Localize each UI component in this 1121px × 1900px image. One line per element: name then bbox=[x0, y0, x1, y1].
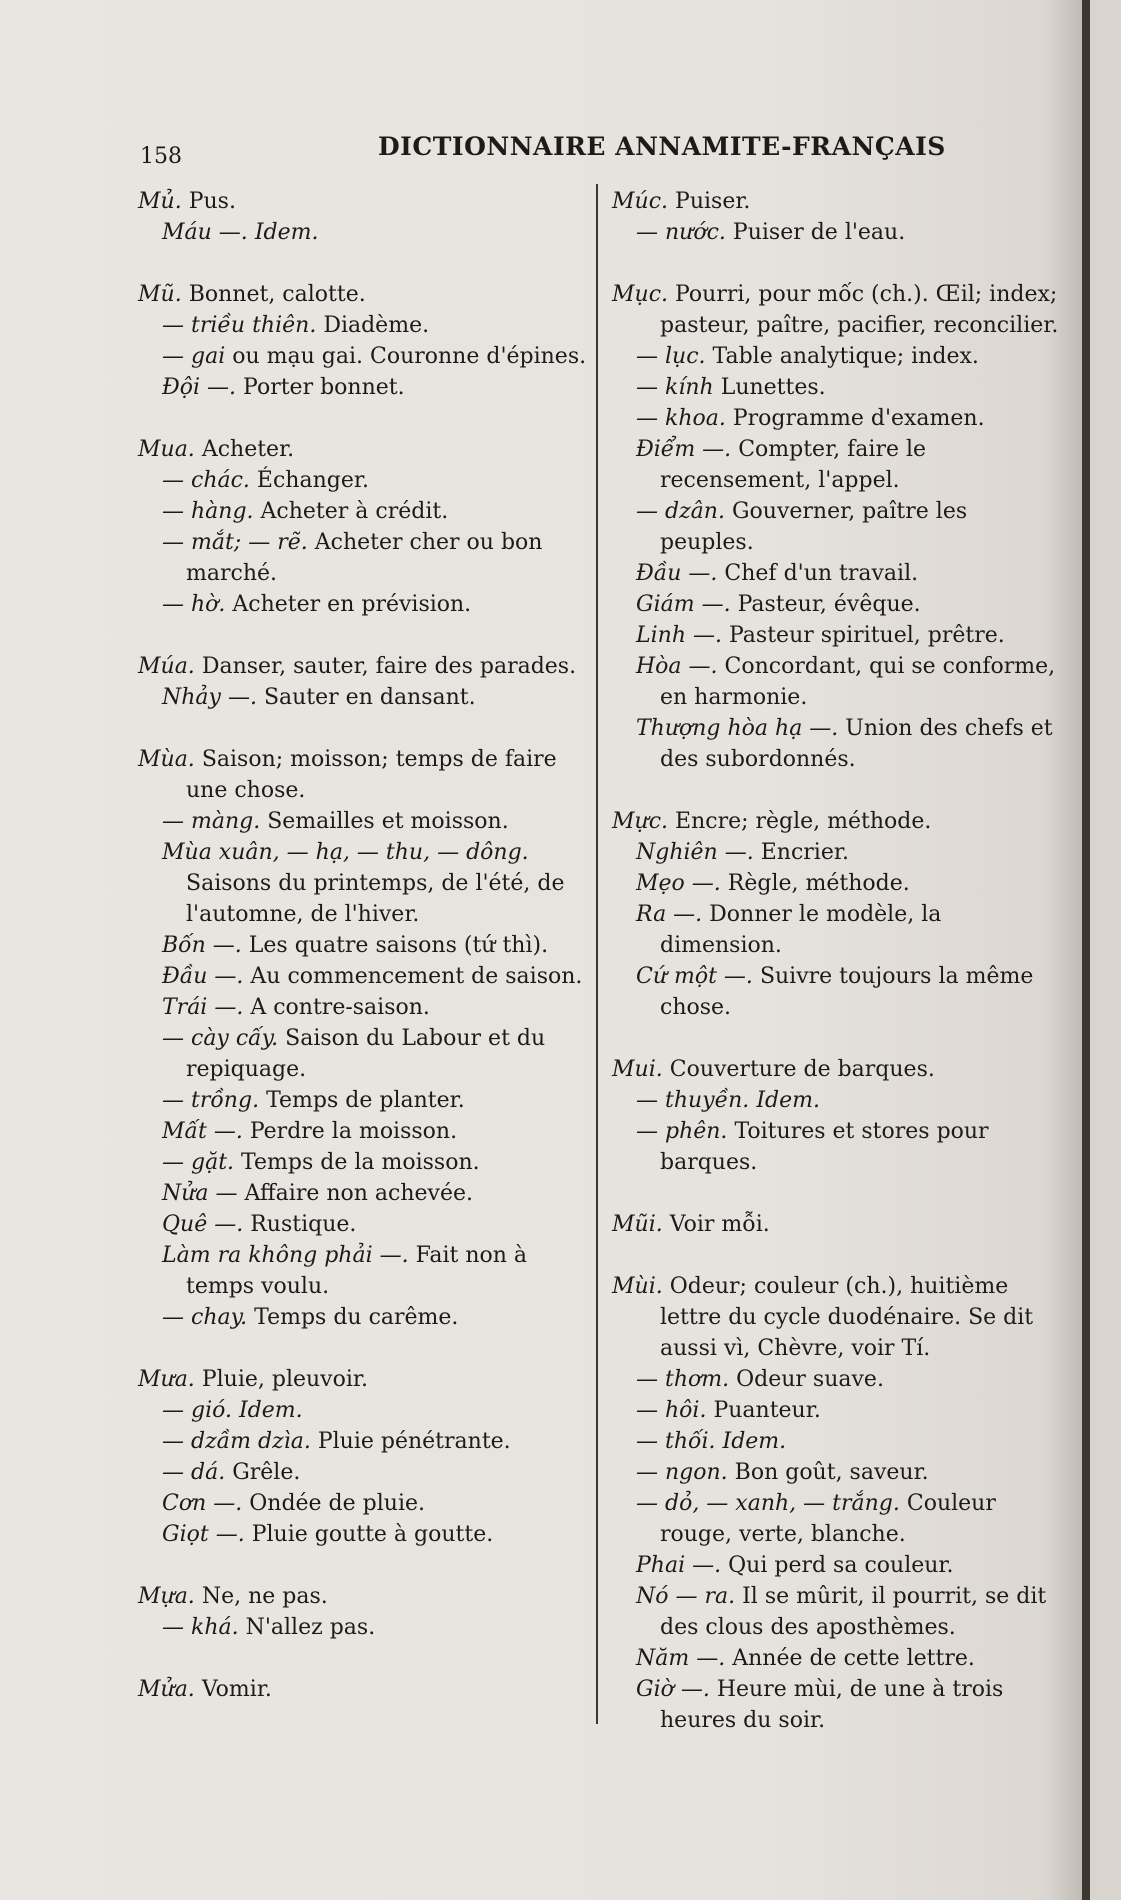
french-definition: Temps de planter. bbox=[266, 1088, 465, 1113]
entry-sense-line bbox=[612, 713, 1060, 775]
french-definition: Table analytique; index. bbox=[712, 344, 979, 369]
vietnamese-phrase: — hàng. bbox=[162, 499, 254, 524]
french-definition: Saisons du printemps, de l'été, de l'automne, de l'hiver. bbox=[186, 871, 565, 927]
vietnamese-phrase: — thuyền. bbox=[636, 1088, 750, 1113]
entry-sense-line bbox=[138, 1612, 590, 1643]
entry-sense-line bbox=[138, 1488, 590, 1519]
dictionary-entry bbox=[138, 651, 590, 713]
french-definition: ou mạu gai. Couronne d'épines. bbox=[232, 344, 587, 369]
vietnamese-phrase: — khoa. bbox=[636, 406, 726, 431]
french-definition: Affaire non achevée. bbox=[244, 1181, 474, 1206]
french-definition: Programme d'examen. bbox=[732, 406, 985, 431]
french-definition: Qui perd sa couleur. bbox=[728, 1553, 954, 1578]
entry-sense-line bbox=[138, 527, 590, 589]
vietnamese-phrase: Linh —. bbox=[636, 623, 722, 648]
vietnamese-phrase: — dzân. bbox=[636, 499, 725, 524]
vietnamese-phrase: Thượng hòa hạ —. bbox=[636, 716, 839, 741]
headword: Mủ. bbox=[138, 189, 182, 214]
french-definition: A contre-saison. bbox=[250, 995, 430, 1020]
dictionary-entry bbox=[138, 1674, 590, 1705]
entry-sense-line bbox=[138, 1209, 590, 1240]
headword: Mực. bbox=[612, 809, 669, 834]
french-definition: Pasteur, évêque. bbox=[737, 592, 921, 617]
french-definition: Acheter à crédit. bbox=[260, 499, 449, 524]
headword: Mũi. bbox=[612, 1212, 663, 1237]
entry-sense-line bbox=[612, 899, 1060, 961]
vietnamese-phrase: Nhảy —. bbox=[162, 685, 257, 710]
entry-sense-line bbox=[612, 837, 1060, 868]
french-definition: Gouverner, paître les peuples. bbox=[660, 499, 968, 555]
french-definition: N'allez pas. bbox=[245, 1615, 376, 1640]
vietnamese-phrase: Trái —. bbox=[162, 995, 244, 1020]
entry-sense-line bbox=[612, 1488, 1060, 1550]
french-definition: Donner le modèle, la dimension. bbox=[660, 902, 942, 958]
french-definition: Ne, ne pas. bbox=[201, 1584, 328, 1609]
french-definition: Échanger. bbox=[256, 468, 369, 493]
entry-sense-line bbox=[612, 1116, 1060, 1178]
french-definition: Compter, faire le recensement, l'appel. bbox=[660, 437, 927, 493]
french-definition: Puiser. bbox=[675, 189, 751, 214]
entry-headword-line bbox=[138, 744, 590, 806]
vietnamese-phrase: Đội —. bbox=[162, 375, 237, 400]
vietnamese-phrase: — ngon. bbox=[636, 1460, 728, 1485]
vietnamese-phrase: — dá. bbox=[162, 1460, 226, 1485]
entry-sense-line bbox=[612, 1395, 1060, 1426]
vietnamese-phrase: — cày cấy. bbox=[162, 1026, 279, 1051]
french-definition: Fait non à temps voulu. bbox=[186, 1243, 528, 1299]
french-definition: Odeur; couleur (ch.), huitième lettre du cycle duodénaire. Se dit aussi vì, Chèvre, voir Tí. bbox=[660, 1274, 1034, 1361]
vietnamese-phrase: Ra —. bbox=[636, 902, 703, 927]
french-definition: Encrier. bbox=[760, 840, 849, 865]
entry-headword-line bbox=[612, 279, 1060, 341]
french-definition: Temps de la moisson. bbox=[241, 1150, 480, 1175]
column-divider bbox=[596, 184, 598, 1724]
entry-sense-line bbox=[138, 1395, 590, 1426]
french-definition: Encre; règle, méthode. bbox=[675, 809, 932, 834]
vietnamese-phrase: — lục. bbox=[636, 344, 706, 369]
entry-sense-line bbox=[138, 1178, 590, 1209]
dictionary-entry bbox=[138, 744, 590, 1333]
headword: Mui. bbox=[612, 1057, 663, 1082]
vietnamese-phrase: — chác. bbox=[162, 468, 250, 493]
french-definition: Règle, méthode. bbox=[727, 871, 910, 896]
vietnamese-phrase: Giờ —. bbox=[636, 1677, 710, 1702]
vietnamese-phrase: Máu —. bbox=[162, 220, 248, 245]
headword: Múc. bbox=[612, 189, 669, 214]
entry-sense-line bbox=[612, 1085, 1060, 1116]
vietnamese-phrase: Năm —. bbox=[636, 1646, 726, 1671]
french-definition: Rustique. bbox=[250, 1212, 357, 1237]
french-definition: Saison; moisson; temps de faire une chose. bbox=[186, 747, 557, 803]
french-definition: Année de cette lettre. bbox=[732, 1646, 975, 1671]
entry-sense-line bbox=[138, 1147, 590, 1178]
entry-sense-line bbox=[612, 372, 1060, 403]
french-definition: Acheter cher ou bon marché. bbox=[186, 530, 543, 586]
dictionary-entry bbox=[612, 1054, 1060, 1178]
vietnamese-phrase: Giọt —. bbox=[162, 1522, 245, 1547]
french-definition: Porter bonnet. bbox=[243, 375, 405, 400]
vietnamese-phrase: — gặt. bbox=[162, 1150, 235, 1175]
french-definition: Bon goût, saveur. bbox=[734, 1460, 929, 1485]
vietnamese-phrase: — khá. bbox=[162, 1615, 239, 1640]
vietnamese-phrase: — chay. bbox=[162, 1305, 248, 1330]
dictionary-entry bbox=[138, 1581, 590, 1643]
entry-headword-line bbox=[138, 1674, 590, 1705]
french-definition: Saison du Labour et du repiquage. bbox=[186, 1026, 546, 1082]
entry-headword-line bbox=[612, 806, 1060, 837]
entry-sense-line bbox=[612, 496, 1060, 558]
vietnamese-phrase: Cơn —. bbox=[162, 1491, 243, 1516]
entry-sense-line bbox=[612, 1426, 1060, 1457]
vietnamese-phrase: Hòa —. bbox=[636, 654, 718, 679]
entry-headword-line bbox=[612, 1271, 1060, 1364]
french-definition: Diadème. bbox=[323, 313, 430, 338]
vietnamese-phrase: — gai bbox=[162, 344, 226, 369]
entry-sense-line bbox=[138, 341, 590, 372]
headword: Mùi. bbox=[612, 1274, 663, 1299]
facing-page-edge bbox=[1090, 0, 1121, 1900]
vietnamese-phrase: Nửa — bbox=[162, 1181, 238, 1206]
vietnamese-phrase: Giám —. bbox=[636, 592, 731, 617]
entry-sense-line bbox=[138, 589, 590, 620]
dictionary-entry bbox=[612, 279, 1060, 775]
vietnamese-phrase: — dỏ, — xanh, — trắng. bbox=[636, 1491, 900, 1516]
headword: Mũ. bbox=[138, 282, 182, 307]
vietnamese-phrase: — phên. bbox=[636, 1119, 728, 1144]
entry-sense-line bbox=[612, 651, 1060, 713]
french-definition: Acheter. bbox=[201, 437, 295, 462]
entry-sense-line bbox=[138, 930, 590, 961]
dictionary-entry bbox=[612, 806, 1060, 1023]
entry-headword-line bbox=[138, 186, 590, 217]
french-definition: Pluie goutte à goutte. bbox=[251, 1522, 494, 1547]
french-definition: Semailles et moisson. bbox=[267, 809, 509, 834]
left-column bbox=[138, 186, 590, 1736]
entry-sense-line bbox=[612, 1364, 1060, 1395]
vietnamese-phrase: — triều thiên. bbox=[162, 313, 317, 338]
french-definition: Pourri, pour mốc (ch.). Œil; index; pasteur, paître, pacifier, reconcilier. bbox=[660, 282, 1059, 338]
entry-headword-line bbox=[612, 1054, 1060, 1085]
headword: Mục. bbox=[612, 282, 669, 307]
vietnamese-phrase: Đầu —. bbox=[636, 561, 718, 586]
dictionary-entry bbox=[612, 1271, 1060, 1736]
french-definition: Au commencement de saison. bbox=[250, 964, 583, 989]
french-definition: Union des chefs et des subordonnés. bbox=[660, 716, 1053, 772]
entry-sense-line bbox=[138, 1426, 590, 1457]
entry-sense-line bbox=[138, 1240, 590, 1302]
entry-headword-line bbox=[138, 1581, 590, 1612]
french-definition: Acheter en prévision. bbox=[232, 592, 472, 617]
french-definition: Idem. bbox=[722, 1429, 787, 1454]
french-definition: Puanteur. bbox=[713, 1398, 821, 1423]
entry-sense-line bbox=[138, 310, 590, 341]
entry-headword-line bbox=[138, 1364, 590, 1395]
french-definition: Idem. bbox=[756, 1088, 820, 1113]
french-definition: Vomir. bbox=[201, 1677, 272, 1702]
french-definition: Chef d'un travail. bbox=[724, 561, 919, 586]
entry-sense-line bbox=[612, 1550, 1060, 1581]
vietnamese-phrase: Mẹo —. bbox=[636, 871, 721, 896]
entry-sense-line bbox=[612, 961, 1060, 1023]
vietnamese-phrase: — hôi. bbox=[636, 1398, 707, 1423]
entry-sense-line bbox=[612, 620, 1060, 651]
entry-sense-line bbox=[138, 1302, 590, 1333]
french-definition: Idem. bbox=[254, 220, 319, 245]
entry-headword-line bbox=[612, 186, 1060, 217]
french-definition: Heure mùi, de une à trois heures du soir. bbox=[660, 1677, 1004, 1733]
running-title: DICTIONNAIRE ANNAMITE-FRANÇAIS bbox=[378, 132, 946, 161]
french-definition: Pasteur spirituel, prêtre. bbox=[728, 623, 1005, 648]
entry-sense-line bbox=[138, 992, 590, 1023]
french-definition: Suivre toujours la même chose. bbox=[660, 964, 1034, 1020]
entry-headword-line bbox=[612, 1209, 1060, 1240]
vietnamese-phrase: — kính bbox=[636, 375, 714, 400]
entry-sense-line bbox=[138, 1116, 590, 1147]
entry-sense-line bbox=[138, 217, 590, 248]
vietnamese-phrase: — thối. bbox=[636, 1429, 716, 1454]
entry-sense-line bbox=[138, 465, 590, 496]
french-definition: Couleur rouge, verte, blanche. bbox=[660, 1491, 996, 1547]
dictionary-entry bbox=[138, 279, 590, 403]
french-definition: Toitures et stores pour barques. bbox=[660, 1119, 989, 1175]
vietnamese-phrase: — mắt; — rẽ. bbox=[162, 530, 308, 555]
headword: Mưa. bbox=[138, 1367, 195, 1392]
entry-sense-line bbox=[612, 1643, 1060, 1674]
french-definition: Idem. bbox=[238, 1398, 303, 1423]
page-number: 158 bbox=[140, 144, 182, 169]
entry-headword-line bbox=[138, 434, 590, 465]
french-definition: Les quatre saisons (tứ thì). bbox=[248, 933, 549, 958]
entry-sense-line bbox=[138, 372, 590, 403]
vietnamese-phrase: — hờ. bbox=[162, 592, 226, 617]
entry-sense-line bbox=[138, 837, 590, 930]
entry-sense-line bbox=[138, 961, 590, 992]
vietnamese-phrase: Nó — ra. bbox=[636, 1584, 736, 1609]
vietnamese-phrase: Làm ra không phải —. bbox=[162, 1243, 409, 1268]
french-definition: Sauter en dansant. bbox=[263, 685, 476, 710]
french-definition: Grêle. bbox=[232, 1460, 301, 1485]
french-definition: Pus. bbox=[188, 189, 236, 214]
entry-sense-line bbox=[138, 1085, 590, 1116]
vietnamese-phrase: — gió. bbox=[162, 1398, 232, 1423]
vietnamese-phrase: — nước. bbox=[636, 220, 726, 245]
headword: Múa. bbox=[138, 654, 195, 679]
entry-headword-line bbox=[138, 279, 590, 310]
vietnamese-phrase: — trồng. bbox=[162, 1088, 260, 1113]
entry-sense-line bbox=[612, 1457, 1060, 1488]
french-definition: Voir mỗi. bbox=[669, 1212, 770, 1237]
french-definition: Danser, sauter, faire des parades. bbox=[201, 654, 577, 679]
dictionary-entry bbox=[138, 1364, 590, 1550]
entry-sense-line bbox=[138, 1023, 590, 1085]
headword: Mùa. bbox=[138, 747, 195, 772]
french-definition: Perdre la moisson. bbox=[249, 1119, 458, 1144]
right-column bbox=[612, 186, 1060, 1767]
entry-sense-line bbox=[138, 1519, 590, 1550]
headword: Mựa. bbox=[138, 1584, 195, 1609]
entry-sense-line bbox=[612, 589, 1060, 620]
vietnamese-phrase: Nghiên —. bbox=[636, 840, 754, 865]
entry-sense-line bbox=[612, 868, 1060, 899]
entry-headword-line bbox=[138, 651, 590, 682]
entry-sense-line bbox=[612, 1674, 1060, 1736]
entry-sense-line bbox=[138, 682, 590, 713]
book-gutter bbox=[1082, 0, 1090, 1900]
french-definition: Lunettes. bbox=[720, 375, 826, 400]
vietnamese-phrase: — thơm. bbox=[636, 1367, 730, 1392]
entry-sense-line bbox=[612, 403, 1060, 434]
entry-sense-line bbox=[138, 806, 590, 837]
french-definition: Concordant, qui se conforme, en harmonie. bbox=[660, 654, 1056, 710]
vietnamese-phrase: Cứ một —. bbox=[636, 964, 753, 989]
dictionary-entry bbox=[612, 186, 1060, 248]
headword: Mua. bbox=[138, 437, 195, 462]
vietnamese-phrase: — dzầm dzìa. bbox=[162, 1429, 311, 1454]
vietnamese-phrase: — màng. bbox=[162, 809, 261, 834]
french-definition: Odeur suave. bbox=[736, 1367, 884, 1392]
entry-sense-line bbox=[138, 1457, 590, 1488]
french-definition: Couverture de barques. bbox=[669, 1057, 935, 1082]
entry-sense-line bbox=[612, 558, 1060, 589]
entry-sense-line bbox=[612, 341, 1060, 372]
french-definition: Il se mûrit, il pourrit, se dit des clous des aposthèmes. bbox=[660, 1584, 1047, 1640]
vietnamese-phrase: Điểm —. bbox=[636, 437, 732, 462]
french-definition: Pluie pénétrante. bbox=[317, 1429, 511, 1454]
dictionary-entry bbox=[138, 186, 590, 248]
headword: Mửa. bbox=[138, 1677, 195, 1702]
french-definition: Pluie, pleuvoir. bbox=[201, 1367, 368, 1392]
vietnamese-phrase: Đầu —. bbox=[162, 964, 244, 989]
french-definition: Temps du carême. bbox=[254, 1305, 459, 1330]
french-definition: Ondée de pluie. bbox=[249, 1491, 425, 1516]
dictionary-entry bbox=[612, 1209, 1060, 1240]
french-definition: Puiser de l'eau. bbox=[732, 220, 906, 245]
entry-sense-line bbox=[612, 434, 1060, 496]
vietnamese-phrase: Phai —. bbox=[636, 1553, 722, 1578]
vietnamese-phrase: Mất —. bbox=[162, 1119, 243, 1144]
vietnamese-phrase: Mùa xuân, — hạ, — thu, — dông. bbox=[162, 840, 529, 865]
french-definition: Bonnet, calotte. bbox=[188, 282, 366, 307]
dictionary-entry bbox=[138, 434, 590, 620]
vietnamese-phrase: Bốn —. bbox=[162, 933, 242, 958]
entry-sense-line bbox=[138, 496, 590, 527]
entry-sense-line bbox=[612, 1581, 1060, 1643]
vietnamese-phrase: Quê —. bbox=[162, 1212, 244, 1237]
entry-sense-line bbox=[612, 217, 1060, 248]
